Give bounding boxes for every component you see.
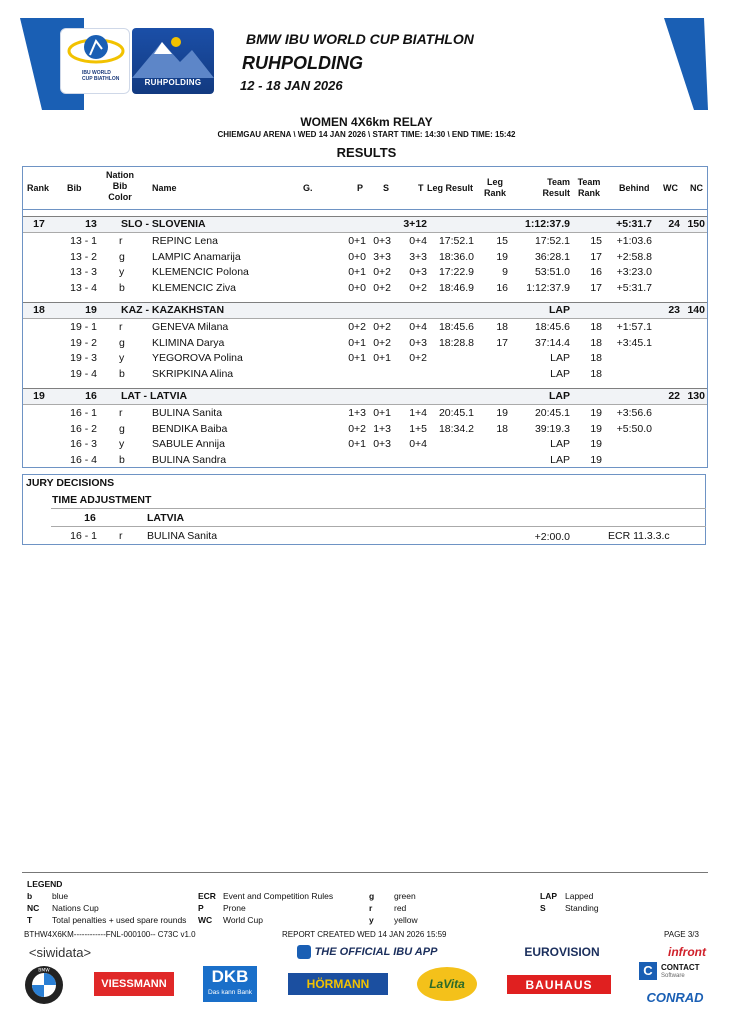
leg-s: 0+2 xyxy=(373,281,391,294)
leg-bib: 16 - 1 xyxy=(70,407,97,419)
leg-behind: +5:50.0 xyxy=(616,422,652,435)
leg-team-result: 1:12:37.9 xyxy=(526,281,570,294)
col-rank: Rank xyxy=(27,183,50,193)
results-title: RESULTS xyxy=(336,145,397,160)
col-team-rank: Team Rank xyxy=(577,177,601,198)
col-leg-result: Leg Result xyxy=(427,183,474,193)
leg-leg-rank: 18 xyxy=(496,422,508,435)
col-g: G. xyxy=(303,183,313,193)
leg-p: 0+2 xyxy=(348,321,366,333)
leg-leg-rank: 16 xyxy=(496,281,508,294)
leg-p: 0+1 xyxy=(348,438,366,450)
col-leg-rank: Leg Rank xyxy=(483,177,506,198)
legend-value: Standing xyxy=(565,903,599,913)
jury-entry-name: BULINA Sanita xyxy=(147,530,218,542)
team-nc-points: 140 xyxy=(687,304,705,316)
viessmann-logo: VIESSMANN xyxy=(94,972,174,996)
leg-team-rank: 19 xyxy=(590,407,602,419)
legend-value: blue xyxy=(52,891,69,901)
leg-team-result: LAP xyxy=(550,352,570,364)
leg-name: KLEMENCIC Polona xyxy=(152,266,249,278)
leg-color: b xyxy=(119,281,125,294)
leg-bib: 19 - 1 xyxy=(70,321,97,333)
leg-team-result: 39:19.3 xyxy=(534,422,570,435)
leg-team-rank: 18 xyxy=(590,321,602,333)
page-number: PAGE 3/3 xyxy=(664,930,699,939)
jury-decisions-box xyxy=(22,474,706,545)
leg-team-rank: 17 xyxy=(590,281,602,294)
legend-key: WC xyxy=(198,915,213,925)
team-bib: 19 xyxy=(85,304,97,316)
team-nc-points: 150 xyxy=(687,218,705,230)
leg-team-result: 53:51.0 xyxy=(534,266,570,278)
leg-bib: 13 - 3 xyxy=(70,266,97,278)
bmw-logo xyxy=(24,965,64,1005)
leg-t: 3+3 xyxy=(409,250,427,263)
header-separator xyxy=(22,209,708,210)
leg-t: 0+2 xyxy=(409,352,427,364)
leg-name: SABULE Annija xyxy=(152,438,225,450)
ibu-world-cup-logo xyxy=(60,28,130,94)
team-rank: 17 xyxy=(33,218,45,230)
jury-team-bib: 16 xyxy=(84,512,96,524)
leg-bib: 13 - 1 xyxy=(70,235,97,247)
leg-s: 3+3 xyxy=(373,250,391,263)
team-nc-points: 130 xyxy=(687,390,705,402)
team-result: LAP xyxy=(549,304,570,316)
leg-team-result: 20:45.1 xyxy=(534,407,570,419)
leg-leg-rank: 19 xyxy=(496,250,508,263)
leg-team-result: LAP xyxy=(550,453,570,466)
leg-color: g xyxy=(119,336,125,349)
legend-title: LEGEND xyxy=(27,879,63,889)
event-title: BMW IBU WORLD CUP BIATHLON xyxy=(246,31,474,47)
leg-t: 0+4 xyxy=(409,438,427,450)
leg-p: 1+3 xyxy=(348,407,366,419)
team-penalties: 3+12 xyxy=(403,218,427,230)
lavita-logo: LaVita xyxy=(417,967,477,1001)
leg-team-rank: 19 xyxy=(590,422,602,435)
leg-team-rank: 16 xyxy=(590,266,602,278)
leg-name: BULINA Sandra xyxy=(152,453,227,466)
biathlete-icon xyxy=(61,29,131,73)
leg-color: r xyxy=(119,407,123,419)
col-behind: Behind xyxy=(619,183,650,193)
leg-t: 1+5 xyxy=(409,422,427,435)
document-code: BTHW4X6KM------------FNL-000100-- C73C v1.0 xyxy=(24,930,196,939)
leg-name: BENDIKA Baiba xyxy=(152,422,228,435)
jury-separator xyxy=(51,526,706,527)
leg-bib: 19 - 3 xyxy=(70,352,97,364)
leg-leg-result: 17:52.1 xyxy=(438,235,474,247)
team-result: 1:12:37.9 xyxy=(525,218,570,230)
leg-name: YEGOROVA Polina xyxy=(152,352,243,364)
race-name: WOMEN 4X6km RELAY xyxy=(300,115,433,129)
col-team-result: Team Result xyxy=(542,177,570,198)
bauhaus-logo: BAUHAUS xyxy=(507,975,611,994)
ruhpolding-logo-text: RUHPOLDING xyxy=(144,78,202,87)
legend-key: ECR xyxy=(198,891,216,901)
leg-p: 0+1 xyxy=(348,352,366,364)
jury-subtitle: TIME ADJUSTMENT xyxy=(52,494,152,506)
leg-team-rank: 18 xyxy=(590,336,602,349)
legend-key: g xyxy=(369,891,375,901)
leg-s: 0+2 xyxy=(373,266,391,278)
legend-value: Lapped xyxy=(565,891,594,901)
ibu-logo-text: IBU WORLD CUP BIATHLON xyxy=(82,70,120,82)
leg-behind: +5:31.7 xyxy=(616,281,652,294)
footer-separator xyxy=(22,872,708,873)
leg-color: b xyxy=(119,367,125,380)
legend-value: Prone xyxy=(223,903,246,913)
leg-t: 0+3 xyxy=(409,336,427,349)
legend-key: r xyxy=(369,903,373,913)
col-p: P xyxy=(357,183,364,193)
leg-leg-rank: 19 xyxy=(496,407,508,419)
infront-logo: infront xyxy=(668,945,706,959)
leg-p: 0+2 xyxy=(348,422,366,435)
leg-leg-rank: 15 xyxy=(496,235,508,247)
legend-key: P xyxy=(198,903,204,913)
leg-p: 0+1 xyxy=(348,235,366,247)
leg-t: 0+3 xyxy=(409,266,427,278)
leg-team-rank: 19 xyxy=(590,453,602,466)
leg-behind: +3:45.1 xyxy=(616,336,652,349)
team-rank: 19 xyxy=(33,390,45,402)
legend-value: Total penalties + used spare rounds xyxy=(52,915,187,925)
leg-color: g xyxy=(119,422,125,435)
leg-bib: 16 - 2 xyxy=(70,422,97,435)
bmw-roundel-icon xyxy=(24,965,64,1005)
leg-color: b xyxy=(119,453,125,466)
jury-entry-bib: 16 - 1 xyxy=(70,530,97,542)
leg-p: 0+1 xyxy=(348,266,366,278)
dkb-logo-text: DKB xyxy=(211,967,249,986)
leg-s: 0+3 xyxy=(373,438,391,450)
leg-bib: 13 - 4 xyxy=(70,281,97,294)
legend-value: Event and Competition Rules xyxy=(223,891,334,901)
contact-logo-subtext: Software xyxy=(661,973,685,979)
leg-color: y xyxy=(119,352,125,364)
team-behind: +5:31.7 xyxy=(616,218,652,230)
team-name: KAZ - KAZAKHSTAN xyxy=(121,304,225,316)
legend-key: NC xyxy=(27,903,40,913)
col-bib: Bib xyxy=(67,183,82,193)
leg-leg-result: 18:28.8 xyxy=(438,336,474,349)
ibu-app-logo xyxy=(296,943,438,961)
team-wc-points: 23 xyxy=(668,304,680,316)
leg-s: 1+3 xyxy=(373,422,391,435)
col-nation-bib-color: Nation Bib Color xyxy=(106,170,134,202)
team-bib: 13 xyxy=(85,218,97,230)
leg-bib: 16 - 3 xyxy=(70,438,97,450)
leg-team-result: 18:45.6 xyxy=(534,321,570,333)
team-result: LAP xyxy=(549,390,570,402)
leg-s: 0+1 xyxy=(373,352,391,364)
leg-name: LAMPIC Anamarija xyxy=(152,250,241,263)
legend-value: green xyxy=(394,891,416,901)
venue-title: RUHPOLDING xyxy=(242,53,363,73)
jury-team-name: LATVIA xyxy=(147,512,185,524)
leg-bib: 19 - 4 xyxy=(70,367,97,380)
legend-value: Nations Cup xyxy=(52,903,99,913)
jury-entry-color: r xyxy=(119,530,123,542)
leg-color: y xyxy=(119,266,125,278)
leg-s: 0+2 xyxy=(373,321,391,333)
leg-t: 0+4 xyxy=(409,321,427,333)
svg-text:BMW: BMW xyxy=(38,968,50,974)
leg-name: SKRIPKINA Alina xyxy=(152,367,234,380)
legend-key: b xyxy=(27,891,33,901)
team-rank: 18 xyxy=(33,304,45,316)
leg-behind: +1:03.6 xyxy=(616,235,652,247)
legend-value: red xyxy=(394,903,407,913)
leg-team-result: 37:14.4 xyxy=(534,336,570,349)
team-name: SLO - SLOVENIA xyxy=(121,218,206,230)
legend-value: World Cup xyxy=(223,915,263,925)
legend-key: T xyxy=(27,915,33,925)
jury-title: JURY DECISIONS xyxy=(26,477,115,489)
leg-team-rank: 18 xyxy=(590,367,602,380)
leg-team-result: LAP xyxy=(550,367,570,380)
leg-team-rank: 15 xyxy=(590,235,602,247)
leg-behind: +2:58.8 xyxy=(616,250,652,263)
leg-name: GENEVA Milana xyxy=(152,321,229,333)
leg-team-rank: 19 xyxy=(590,438,602,450)
leg-s: 0+1 xyxy=(373,407,391,419)
leg-color: r xyxy=(119,321,123,333)
jury-adjustment: +2:00.0 xyxy=(534,531,570,543)
leg-name: REPINC Lena xyxy=(152,235,218,247)
col-wc: WC xyxy=(663,183,678,193)
leg-t: 1+4 xyxy=(409,407,427,419)
leg-leg-result: 20:45.1 xyxy=(438,407,474,419)
legend-key: LAP xyxy=(540,891,557,901)
team-bib: 16 xyxy=(85,390,97,402)
leg-color: r xyxy=(119,235,123,247)
eurovision-logo: EUROVISION xyxy=(524,945,600,959)
jury-rule: ECR 11.3.3.c xyxy=(608,530,670,542)
hormann-logo: HÖRMANN xyxy=(288,973,388,995)
leg-p: 0+1 xyxy=(348,336,366,349)
leg-name: BULINA Sanita xyxy=(152,407,223,419)
leg-leg-result: 18:46.9 xyxy=(438,281,474,294)
leg-team-rank: 18 xyxy=(590,352,602,364)
leg-bib: 13 - 2 xyxy=(70,250,97,263)
dkb-logo-subtext: Das kann Bank xyxy=(207,989,253,996)
leg-leg-result: 18:45.6 xyxy=(438,321,474,333)
leg-behind: +3:23.0 xyxy=(616,266,652,278)
contact-software-logo xyxy=(639,962,711,984)
leg-leg-result: 17:22.9 xyxy=(438,266,474,278)
leg-name: KLIMINA Darya xyxy=(152,336,225,349)
dkb-logo xyxy=(203,966,257,1002)
legend-key: S xyxy=(540,903,546,913)
col-name: Name xyxy=(152,183,177,193)
leg-leg-rank: 18 xyxy=(496,321,508,333)
contact-c-icon: C xyxy=(639,962,657,980)
contact-logo-text: CONTACT xyxy=(661,963,700,972)
leg-leg-result: 18:34.2 xyxy=(438,422,474,435)
leg-color: g xyxy=(119,250,125,263)
team-wc-points: 24 xyxy=(668,218,680,230)
leg-t: 0+2 xyxy=(409,281,427,294)
leg-bib: 16 - 4 xyxy=(70,453,97,466)
mountain-icon xyxy=(132,28,214,78)
header-right-stripe xyxy=(664,18,708,110)
leg-name: KLEMENCIC Ziva xyxy=(152,281,237,294)
leg-p: 0+0 xyxy=(348,250,366,263)
leg-color: y xyxy=(119,438,125,450)
jury-separator xyxy=(51,508,706,509)
col-nc: NC xyxy=(690,183,703,193)
event-dates: 12 - 18 JAN 2026 xyxy=(240,78,343,93)
legend-key: y xyxy=(369,915,374,925)
legend-value: yellow xyxy=(394,915,418,925)
app-icon xyxy=(297,945,311,959)
siwidata-logo: <siwidata> xyxy=(28,944,92,960)
leg-bib: 19 - 2 xyxy=(70,336,97,349)
ibu-app-text: THE OFFICIAL IBU APP xyxy=(314,946,438,958)
leg-behind: +3:56.6 xyxy=(616,407,652,419)
leg-team-result: 36:28.1 xyxy=(534,250,570,263)
report-created: REPORT CREATED WED 14 JAN 2026 15:59 xyxy=(282,930,447,939)
leg-team-rank: 17 xyxy=(590,250,602,263)
leg-leg-result: 18:36.0 xyxy=(438,250,474,263)
leg-s: 0+3 xyxy=(373,235,391,247)
col-t: T xyxy=(418,183,424,193)
leg-s: 0+2 xyxy=(373,336,391,349)
leg-p: 0+0 xyxy=(348,281,366,294)
team-wc-points: 22 xyxy=(668,390,680,402)
leg-behind: +1:57.1 xyxy=(616,321,652,333)
leg-leg-rank: 9 xyxy=(502,266,508,278)
leg-team-result: LAP xyxy=(550,438,570,450)
col-s: S xyxy=(383,183,390,193)
team-name: LAT - LATVIA xyxy=(121,390,188,402)
leg-t: 0+4 xyxy=(409,235,427,247)
race-info: CHIEMGAU ARENA \ WED 14 JAN 2026 \ START TIME: 14:30 \ END TIME: 15:42 xyxy=(217,130,516,139)
leg-leg-rank: 17 xyxy=(496,336,508,349)
conrad-logo: CONRAD xyxy=(646,989,704,1005)
leg-team-result: 17:52.1 xyxy=(534,235,570,247)
